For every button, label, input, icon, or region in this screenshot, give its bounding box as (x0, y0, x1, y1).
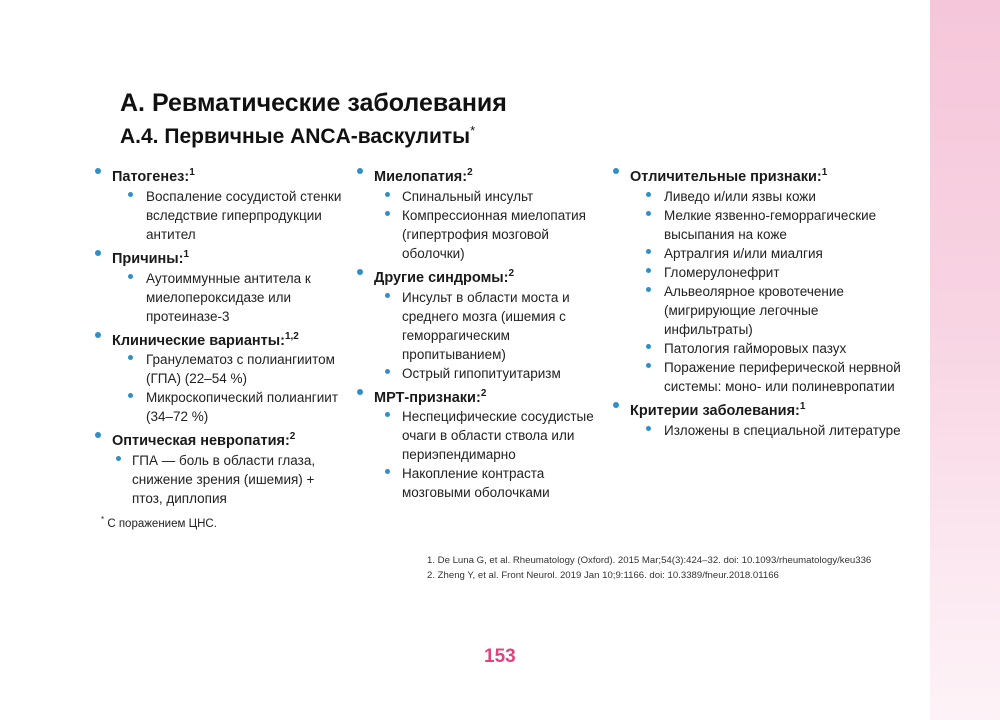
list-item: Ливедо и/или язвы кожи (608, 187, 908, 206)
list-item: Неспецифические сосудистые очаги в области ствола или периэпендимарно (352, 407, 607, 464)
list-item: Микроскопический полиангиит (34–72 %) (90, 388, 345, 426)
list-item: Воспаление сосудистой стенки вследствие гиперпродукции антител (90, 187, 345, 244)
title-block (120, 88, 507, 150)
reference-item: 1. De Luna G, et al. Rheumatology (Oxford). 2015 Mar;54(3):424–32. doi: 10.1093/rheumatology/keu336 (427, 555, 872, 566)
reference-item: 2. Zheng Y, et al. Front Neurol. 2019 Jan 10;9:1166. doi: 10.3389/fneur.2018.01166 (427, 570, 779, 581)
list-item: Инсульт в области моста и среднего мозга (ишемия с геморрагическим пропитыванием) (352, 288, 607, 364)
page-number: 153 (484, 646, 516, 667)
list-item: Поражение периферической нервной системы: моно- или полиневропатии (608, 358, 908, 396)
section-heading-optic-neuropathy: Оптическая невропатия:$^2$ (90, 427, 345, 451)
list-item: Патология гайморовых пазух (608, 339, 908, 358)
list-item: Гломерулонефрит (608, 263, 908, 282)
references (427, 553, 871, 583)
section-heading-other-syndromes: Другие синдромы:$^2$ (352, 264, 607, 288)
list-item: Мелкие язвенно-геморрагические высыпания на коже (608, 206, 908, 244)
column-1 (90, 162, 345, 508)
list-item: Аутоиммунные антитела к миелопероксидазе или протеиназе-3 (90, 269, 345, 326)
column-3 (608, 162, 908, 440)
list-item: Компрессионная миелопатия (гипертрофия мозговой оболочки) (352, 206, 607, 263)
list-item: Гранулематоз с полиангиитом (ГПА) (22–54 %) (90, 350, 345, 388)
section-heading-myelopathy: Миелопатия:$^2$ (352, 163, 607, 187)
page-title: А. Ревматические заболевания (120, 89, 507, 117)
list-item: Изложены в специальной литературе (608, 421, 908, 440)
section-heading-causes: Причины:$^1$ (90, 245, 345, 269)
column-2 (352, 162, 607, 502)
list-item: ГПА — боль в области глаза, снижение зрения (ишемия) + птоз, диплопия (90, 451, 345, 508)
list-item: Артралгия и/или миалгия (608, 244, 908, 263)
section-heading-clinical-variants: Клинические варианты:$^{1,2}$ (90, 327, 345, 351)
list-item: Альвеолярное кровотечение (мигрирующие легочные инфильтраты) (608, 282, 908, 339)
list-item: Острый гипопитуитаризм (352, 364, 607, 383)
section-heading-distinctive-signs: Отличительные признаки:$^1$ (608, 163, 908, 187)
subtitle-footnote-mark: * (470, 123, 476, 138)
section-heading-pathogenesis: Патогенез:$^1$ (90, 163, 345, 187)
section-heading-mri-signs: МРТ-признаки:$^2$ (352, 384, 607, 408)
page-subtitle: А.4. Первичные ANCA-васкулиты* (120, 123, 476, 148)
list-item: Накопление контраста мозговыми оболочками (352, 464, 607, 502)
decorative-side-band (930, 0, 1000, 720)
list-item: Спинальный инсульт (352, 187, 607, 206)
footnote: * С поражением ЦНС. (101, 515, 217, 530)
section-heading-disease-criteria: Критерии заболевания:$^1$ (608, 397, 908, 421)
